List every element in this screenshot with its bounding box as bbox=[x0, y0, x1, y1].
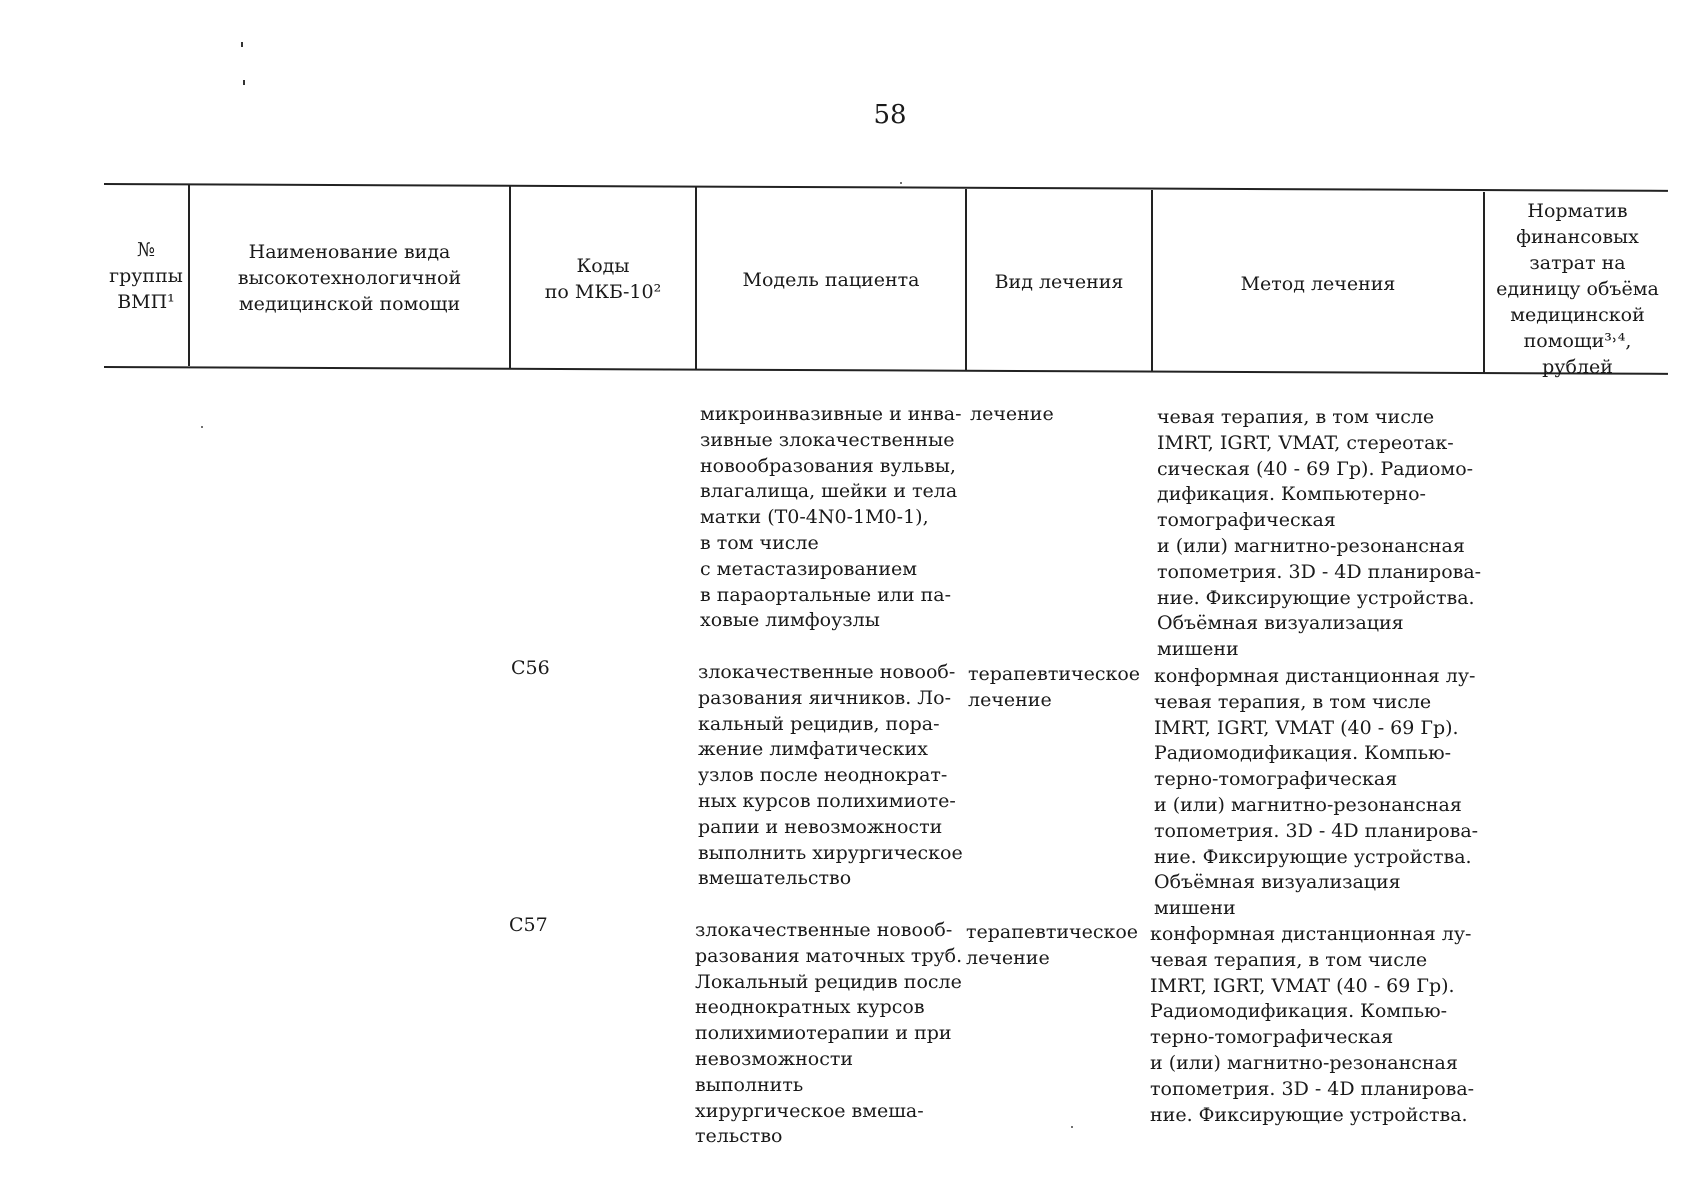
row-type: терапевтическое лечение bbox=[966, 921, 1139, 969]
scan-dot bbox=[201, 426, 203, 428]
row-type: терапевтическое лечение bbox=[968, 663, 1141, 711]
header-group: № группы ВМП¹ bbox=[109, 239, 183, 313]
row-method: конформная дистанционная лу- чевая терапия, в том числе IMRT, IGRT, VMAT (40 - 69 Гр). Радиомодификация. Компью- терно-томографическая и (или) магнитно-резонансная топометрия. 3D - 4D планирова- ние. Фиксирующие устройства. bbox=[1150, 923, 1475, 1126]
row-type: лечение bbox=[970, 403, 1054, 425]
header-cost: Норматив финансовых затрат на единицу объёма медицинской помощи³˒⁴, рублей bbox=[1496, 200, 1659, 378]
row-code: C56 bbox=[511, 657, 550, 679]
row-method: чевая терапия, в том числе IMRT, IGRT, VMAT, стереотак- сическая (40 - 69 Гр). Радиомо- дификация. Компьютерно- томографическая и (или) магнитно-резонансная топометрия. 3D - 4D планирова- ние. Фиксирующие устройства. Объёмная визуализация мишени bbox=[1157, 406, 1482, 661]
row-model: злокачественные новооб- разования яичников. Ло- кальный рецидив, пора- жение лимфатических узлов после неоднократ- ных курсов полихимиоте- рапии и невозможности выполнить хирургическое вмешательство bbox=[698, 661, 963, 890]
page-number: 58 bbox=[873, 100, 907, 130]
scan-mark bbox=[241, 42, 243, 47]
row-model: микроинвазивные и инва- зивные злокачественные новообразования вульвы, влагалища, шейки и тела матки (T0-4N0-1M0-1), в том числе с метастазированием в параортальные или па- ховые лимфоузлы bbox=[700, 403, 962, 632]
row-model: злокачественные новооб- разования маточных труб. Локальный рецидив после неоднократных курсов полихимиотерапии и при невозможности выполнить хирургическое вмеша- тельство bbox=[695, 919, 963, 1148]
scan-mark bbox=[243, 80, 245, 85]
header-codes: Коды по МКБ-10² bbox=[544, 255, 662, 303]
header-type: Вид лечения bbox=[994, 271, 1124, 293]
row-code: C57 bbox=[509, 914, 548, 936]
header-model: Модель пациента bbox=[742, 269, 920, 291]
scan-dot bbox=[900, 182, 902, 184]
header-name: Наименование вида высокотехнологичной медицинской помощи bbox=[237, 241, 462, 315]
scan-dot bbox=[1071, 1126, 1073, 1128]
row-method: конформная дистанционная лу- чевая терапия, в том числе IMRT, IGRT, VMAT (40 - 69 Гр). Радиомодификация. Компью- терно-томографическая и (или) магнитно-резонансная топометрия. 3D - 4D планирова- ние. Фиксирующие устройства. Объёмная визуализация мишени bbox=[1154, 665, 1479, 920]
header-method: Метод лечения bbox=[1240, 273, 1396, 295]
